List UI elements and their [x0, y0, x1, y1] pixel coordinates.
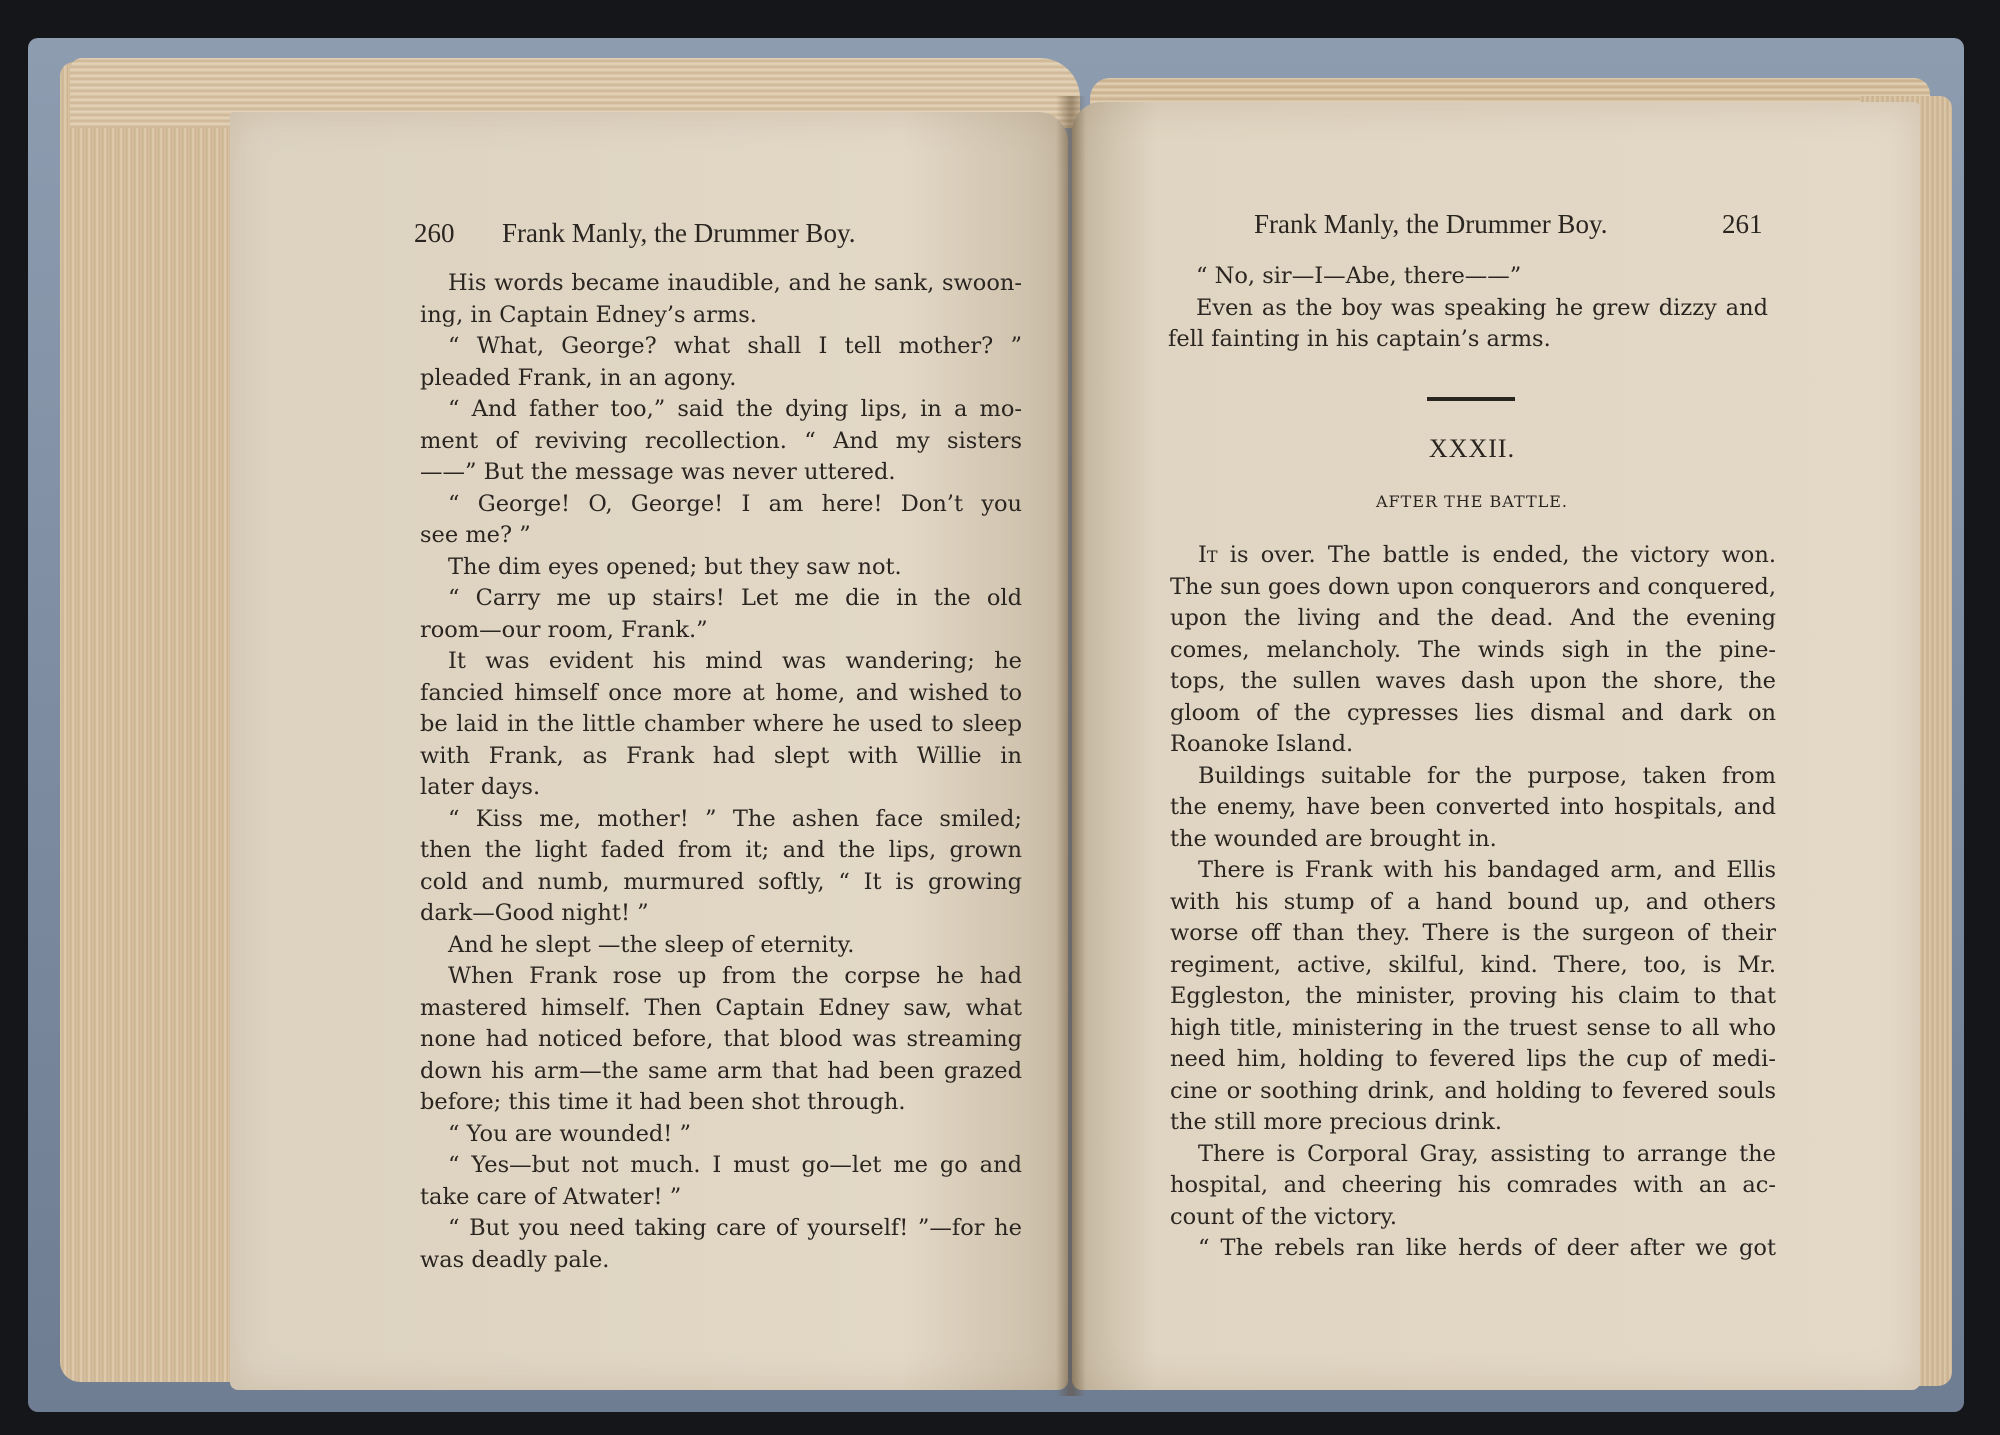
text-line: hospital, and cheering his comrades with an ac-	[1170, 1172, 1776, 1198]
chapter-divider-rule	[1427, 397, 1515, 401]
text-line: with his stump of a hand bound up, and others	[1170, 888, 1776, 915]
text-line: later days.	[420, 774, 541, 800]
text-line: need him, holding to fevered lips the cup of medi-	[1170, 1046, 1776, 1072]
text-line: Eggleston, the minister, proving his claim to that	[1170, 983, 1776, 1009]
text-line: When Frank rose up from the corpse he had	[448, 963, 1022, 989]
text-line: Roanoke Island.	[1170, 731, 1354, 757]
text-line: “ And father too,” said the dying lips, in a mo-	[448, 396, 1022, 422]
text-line: the still more precious drink.	[1170, 1109, 1503, 1135]
text-line: “ But you need taking care of yourself! ”—for he	[448, 1215, 1022, 1241]
text-line: the enemy, have been converted into hospitals, and	[1170, 794, 1776, 820]
text-line: “ Yes—but not much. I must go—let me go and	[448, 1152, 1022, 1178]
right-page-top-text	[1168, 261, 1768, 356]
text-line: cine or soothing drink, and holding to fevered souls	[1170, 1077, 1776, 1104]
text-line: none had noticed before, that blood was streaming	[420, 1026, 1022, 1052]
text-line: high title, ministering in the truest sense to all who	[1170, 1014, 1776, 1041]
text-line: “ The rebels ran like herds of deer after we got	[1198, 1235, 1776, 1261]
text-line: It was evident his mind was wandering; he	[448, 648, 1022, 674]
right-page-number: 261	[1722, 209, 1763, 239]
text-line: Buildings suitable for the purpose, taken from	[1198, 762, 1776, 789]
text-line: before; this time it had been shot through.	[420, 1089, 906, 1115]
text-line: ing, in Captain Edney’s arms.	[420, 301, 757, 328]
text-line: “ Carry me up stairs! Let me die in the old	[448, 585, 1022, 611]
chapter-title: AFTER THE BATTLE.	[1376, 492, 1568, 511]
text-line: mastered himself. Then Captain Edney saw, what	[420, 994, 1022, 1021]
text-line: dark—Good night! ”	[420, 900, 649, 926]
text-line: tops, the sullen waves dash upon the shore, the	[1170, 668, 1776, 694]
text-line: The sun goes down upon conquerors and conquered,	[1170, 573, 1776, 600]
text-line: ——” But the message was never uttered.	[420, 459, 896, 485]
text-line: ment of reviving recollection. “ And my sisters	[420, 427, 1022, 454]
book-gutter	[1056, 96, 1086, 1396]
text-line: with Frank, as Frank had slept with Willie in	[420, 742, 1022, 769]
text-line: “ Kiss me, mother! ” The ashen face smiled;	[448, 805, 1022, 832]
chapter-number: XXXII.	[1428, 434, 1516, 463]
text-line: upon the living and the dead. And the evening	[1170, 605, 1776, 631]
text-line: was deadly pale.	[420, 1246, 610, 1273]
text-line: fancied himself once more at home, and wished to	[420, 679, 1022, 706]
text-line: see me? ”	[420, 522, 531, 548]
text-line: worse off than they. There is the surgeon of their	[1170, 920, 1776, 946]
text-line: cold and numb, murmured softly, “ It is growing	[420, 868, 1022, 895]
text-line: His words became inaudible, and he sank, swoon-	[448, 270, 1022, 296]
text-line: gloom of the cypresses lies dismal and dark on	[1170, 699, 1776, 726]
text-line: the wounded are brought in.	[1170, 825, 1497, 852]
text-line: “ No, sir—I—Abe, there——”	[1196, 263, 1522, 289]
text-line: And he slept —the sleep of eternity.	[448, 931, 855, 958]
text-line: “ What, George? what shall I tell mother? ”	[448, 333, 1022, 359]
text-line: comes, melancholy. The winds sigh in the pine-	[1170, 636, 1776, 663]
text-line: down his arm—the same arm that had been grazed	[420, 1057, 1022, 1084]
text-line: room—our room, Frank.”	[420, 616, 708, 643]
text-line: It is over. The battle is ended, the victory won.	[1198, 542, 1776, 568]
text-line: regiment, active, skilful, kind. There, too, is Mr.	[1170, 951, 1776, 978]
text-line: Even as the boy was speaking he grew dizzy and	[1196, 294, 1768, 321]
left-running-title: Frank Manly, the Drummer Boy.	[502, 218, 856, 248]
text-line: pleaded Frank, in an agony.	[420, 364, 737, 391]
text-line: “ George! O, George! I am here! Don’t you	[448, 490, 1022, 517]
text-line: There is Corporal Gray, assisting to arrange the	[1198, 1140, 1776, 1167]
text-line: be laid in the little chamber where he used to sleep	[420, 711, 1022, 737]
left-page-number: 260	[414, 218, 455, 248]
text-line: fell fainting in his captain’s arms.	[1168, 326, 1551, 352]
text-line: count of the victory.	[1170, 1203, 1398, 1230]
text-line: The dim eyes opened; but they saw not.	[448, 553, 902, 580]
text-line: then the light faded from it; and the lips, grown	[420, 837, 1022, 863]
right-page-body	[1170, 540, 1776, 1265]
right-running-title: Frank Manly, the Drummer Boy.	[1254, 209, 1608, 239]
text-line: “ You are wounded! ”	[448, 1120, 691, 1147]
left-page-body	[420, 268, 1022, 1276]
text-line: There is Frank with his bandaged arm, and Ellis	[1198, 857, 1776, 883]
text-line: take care of Atwater! ”	[420, 1183, 682, 1210]
